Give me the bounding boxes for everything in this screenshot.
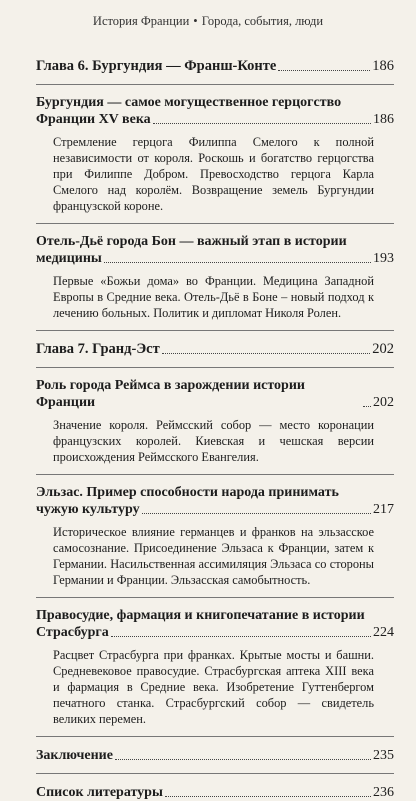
toc-section-alsace[interactable]	[36, 484, 394, 588]
section-title-line: Правосудие, фармация и книгопечатание в истории	[36, 608, 365, 623]
section-description: Расцвет Страсбурга при франках. Крытые мосты и башни. Средневековое правосудие. Страсбургская аптека XIII века и фармация в Средние века. Изобретение Гуттенбергом печатного станка. Страсбургский собор — свидетель великих перемен.	[53, 648, 374, 726]
section-description: Первые «Божьи дома» во Франции. Медицина Западной Европы в Средние века. Отель-Дьё в Боне – новый подход к лечению больных. Политик и дипломат Николя Ролен.	[53, 274, 374, 320]
dot-leader	[162, 353, 371, 354]
dot-leader	[115, 759, 371, 760]
header-book-title: История Франции	[92, 14, 190, 28]
section-title-row	[36, 377, 394, 411]
chapter-title: Глава 6. Бургундия — Франш-Конте	[36, 58, 277, 74]
divider	[36, 223, 394, 224]
dot-leader	[111, 636, 371, 637]
header-subtitle: Города, события, люди	[201, 14, 324, 28]
section-description: Историческое влияние германцев и франков на эльзасское самосознание. Присоединение Эльзаса к Франции, затем к Германии. Насильственная ассимиляция Эльзаса со стороны Германии и Франции. Эльзасская самобытность.	[53, 525, 374, 587]
section-title-cont: медицины	[36, 251, 102, 266]
toc-chapter-6[interactable]	[36, 58, 394, 75]
page-number: 224	[373, 625, 394, 640]
dot-leader	[278, 70, 370, 71]
page-number: 235	[373, 748, 394, 763]
toc-section-burgundy[interactable]	[36, 94, 394, 214]
toc-chapter-7[interactable]	[36, 341, 394, 358]
section-title-row	[36, 624, 394, 641]
toc-conclusion[interactable]	[36, 747, 394, 764]
section-title: Заключение	[36, 748, 113, 763]
section-title-row	[36, 501, 394, 518]
divider	[36, 736, 394, 737]
page-number: 186	[373, 112, 394, 127]
section-title: Список литературы	[36, 785, 163, 800]
table-of-contents	[36, 58, 394, 801]
section-title-cont: чужую культуру	[36, 502, 140, 517]
section-title-line: Эльзас. Пример способности народа принимать	[36, 485, 339, 500]
section-title-cont: Страсбурга	[36, 625, 109, 640]
divider	[36, 597, 394, 598]
divider	[36, 330, 394, 331]
section-description: Стремление герцога Филиппа Смелого к полной независимости от короля. Роскошь и богатство герцогства при Филиппе Добром. Превосходство герцога Карла Смелого над королём. Возвращение земель Бургундии французской короне.	[53, 135, 374, 213]
divider	[36, 773, 394, 774]
page-number: 202	[372, 341, 394, 357]
dot-leader	[153, 123, 371, 124]
section-title-row	[36, 111, 394, 128]
running-header	[0, 14, 416, 29]
section-title-cont: Франции XV века	[36, 112, 151, 127]
section-title-row	[36, 250, 394, 267]
dot-leader	[104, 262, 371, 263]
dot-leader	[363, 406, 371, 407]
toc-section-strasbourg[interactable]	[36, 607, 394, 727]
page-number: 193	[373, 251, 394, 266]
divider	[36, 474, 394, 475]
section-title-line: Отель-Дьё города Бон — важный этап в истории	[36, 234, 347, 249]
toc-bibliography[interactable]	[36, 784, 394, 801]
page-number: 202	[373, 395, 394, 410]
section-title-line: Бургундия — самое могущественное герцогство	[36, 95, 342, 110]
toc-section-reims[interactable]	[36, 377, 394, 465]
divider	[36, 367, 394, 368]
section-description: Значение короля. Реймсский собор — место коронации французских королей. Киевская и чешская версии происхождения Реймсского Евангелия.	[53, 418, 374, 464]
page-number: 217	[373, 502, 394, 517]
page-number: 186	[372, 58, 394, 74]
header-separator: •	[193, 14, 198, 28]
page-number: 236	[373, 785, 394, 800]
section-title: Роль города Реймса в зарождении истории Франции	[36, 378, 305, 410]
dot-leader	[142, 513, 371, 514]
divider	[36, 84, 394, 85]
toc-section-hotel-dieu[interactable]	[36, 233, 394, 321]
chapter-title: Глава 7. Гранд-Эст	[36, 341, 160, 357]
dot-leader	[165, 796, 371, 797]
